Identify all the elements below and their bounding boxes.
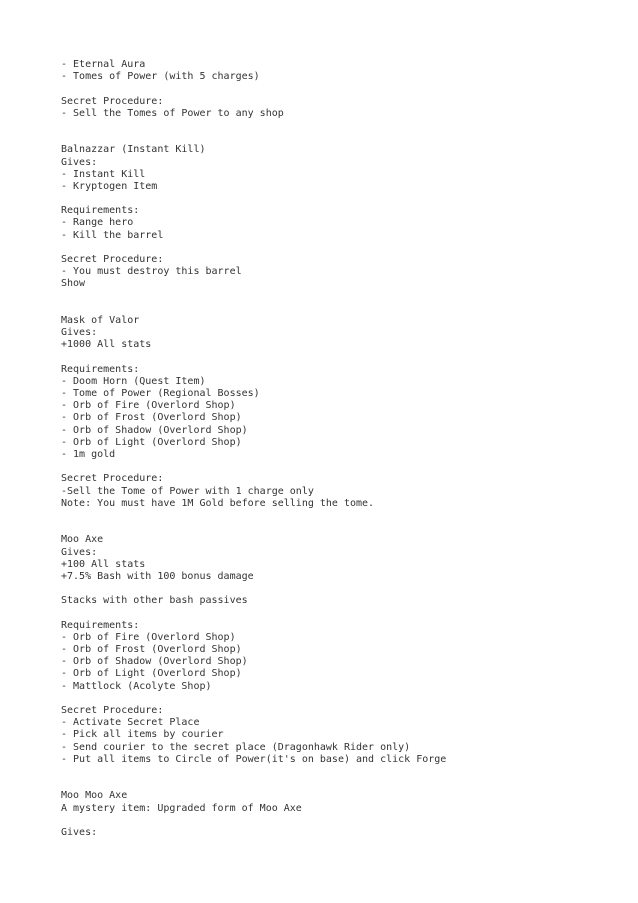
paragraph-gap [61, 583, 621, 595]
text-line: Moo Moo Axe [61, 790, 128, 802]
text-block [61, 254, 621, 291]
text-line: - Instant Kill [61, 168, 146, 180]
text-block [61, 827, 621, 839]
text-line: Secret Procedure: [61, 254, 164, 266]
text-line: - Orb of Shadow (Overlord Shop) [61, 424, 248, 436]
text-line: Secret Procedure: [61, 95, 164, 107]
text-line: Note: You must have 1M Gold before selling the tome. [61, 497, 375, 509]
text-line: Secret Procedure: [61, 704, 164, 716]
text-line: - Kryptogen Item [61, 180, 158, 192]
text-line: - Orb of Fire (Overlord Shop) [61, 631, 236, 643]
section-gap [61, 766, 621, 790]
section-gap [61, 120, 621, 144]
text-line: - Send courier to the secret place (Dragonhawk Rider only) [61, 741, 411, 753]
text-line: +1000 All stats [61, 339, 152, 351]
text-line: - Range hero [61, 217, 134, 229]
text-line: Gives: [61, 826, 98, 838]
text-line: - Orb of Light (Overlord Shop) [61, 436, 242, 448]
text-line: Gives: [61, 327, 98, 339]
text-line: - Orb of Frost (Overlord Shop) [61, 644, 242, 656]
text-line: - Tomes of Power (with 5 charges) [61, 71, 260, 83]
text-block [61, 315, 621, 352]
text-block [61, 59, 621, 83]
text-line: Balnazzar (Instant Kill) [61, 144, 206, 156]
text-line: +100 All stats [61, 558, 146, 570]
paragraph-gap [61, 607, 621, 619]
text-line: -Sell the Tome of Power with 1 charge only [61, 485, 314, 497]
paragraph-gap [61, 83, 621, 95]
text-line: Moo Axe [61, 534, 104, 546]
section-gap [61, 510, 621, 534]
text-line: +7.5% Bash with 100 bonus damage [61, 570, 254, 582]
paragraph-gap [61, 693, 621, 705]
paragraph-gap [61, 193, 621, 205]
text-line: - Activate Secret Place [61, 717, 200, 729]
text-line: Mask of Valor [61, 314, 140, 326]
text-line: - Kill the barrel [61, 229, 164, 241]
section-gap [61, 291, 621, 315]
document-body [61, 59, 621, 839]
text-line: - Pick all items by courier [61, 729, 224, 741]
text-line: - Tome of Power (Regional Bosses) [61, 388, 260, 400]
text-line: Requirements: [61, 363, 140, 375]
text-line: Stacks with other bash passives [61, 595, 248, 607]
text-line: Requirements: [61, 205, 140, 217]
text-block [61, 96, 621, 120]
text-line: - Orb of Light (Overlord Shop) [61, 668, 242, 680]
text-block [61, 790, 621, 814]
text-block [61, 205, 621, 242]
text-line: Show [61, 278, 86, 290]
text-line: - Sell the Tomes of Power to any shop [61, 107, 284, 119]
text-line: Secret Procedure: [61, 473, 164, 485]
paragraph-gap [61, 242, 621, 254]
text-block [61, 705, 621, 766]
text-line: - 1m gold [61, 449, 116, 461]
text-line: - Orb of Shadow (Overlord Shop) [61, 656, 248, 668]
text-line: - You must destroy this barrel [61, 266, 242, 278]
text-line: Gives: [61, 546, 98, 558]
text-line: - Orb of Fire (Overlord Shop) [61, 400, 236, 412]
text-line: - Mattlock (Acolyte Shop) [61, 680, 212, 692]
paragraph-gap [61, 815, 621, 827]
text-line: - Eternal Aura [61, 59, 146, 70]
text-line: - Doom Horn (Quest Item) [61, 375, 206, 387]
text-line: Requirements: [61, 619, 140, 631]
text-line: Gives: [61, 156, 98, 168]
text-line: - Orb of Frost (Overlord Shop) [61, 412, 242, 424]
text-block [61, 534, 621, 583]
text-block [61, 364, 621, 462]
text-block [61, 595, 621, 607]
text-block [61, 473, 621, 510]
text-line: - Put all items to Circle of Power(it's on base) and click Forge [61, 753, 447, 765]
text-block [61, 144, 621, 193]
text-block [61, 620, 621, 693]
paragraph-gap [61, 461, 621, 473]
text-line: A mystery item: Upgraded form of Moo Axe [61, 802, 302, 814]
paragraph-gap [61, 352, 621, 364]
